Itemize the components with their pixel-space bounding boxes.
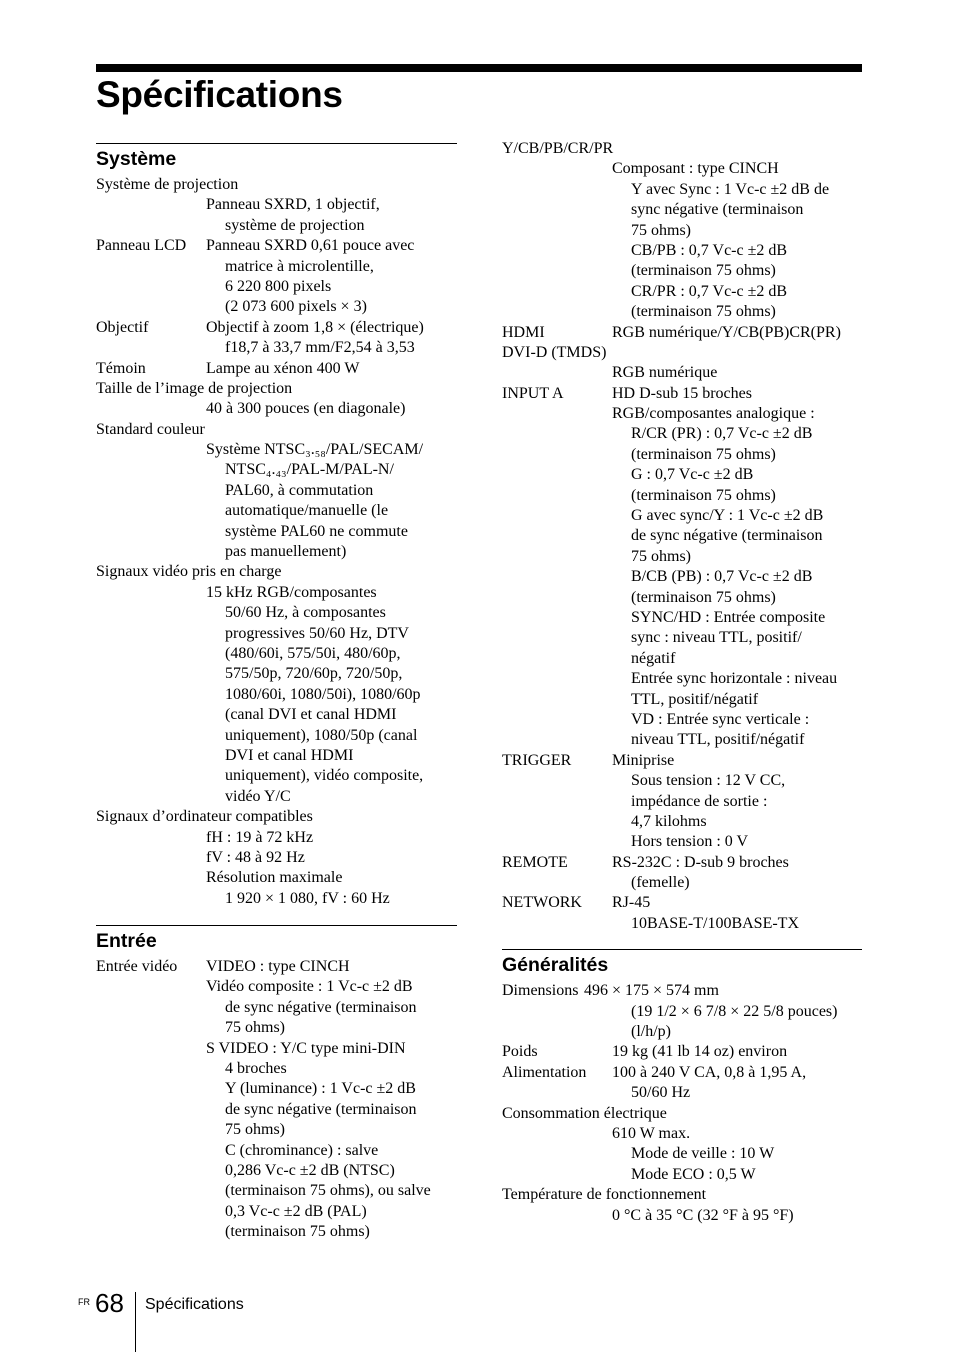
spec-value: 496 × 175 × 574 mm <box>584 982 719 1000</box>
spec-line <box>96 359 457 379</box>
page-footer <box>0 1285 954 1352</box>
spec-line <box>502 588 862 608</box>
spec-line <box>96 807 457 827</box>
spec-value: 100 à 240 V CA, 0,8 à 1,95 A, <box>612 1063 807 1081</box>
spec-value: 15 kHz RGB/composantes <box>206 583 377 601</box>
spec-line <box>96 501 457 521</box>
spec-value: (femelle) <box>631 874 690 892</box>
spec-value: 50/60 Hz <box>631 1084 691 1102</box>
spec-value: B/CB (PB) : 0,7 Vc-c ±2 dB <box>631 568 813 586</box>
spec-line <box>96 420 457 440</box>
spec-value: 0,286 Vc-c ±2 dB (NTSC) <box>225 1161 395 1179</box>
spec-line <box>502 404 862 424</box>
spec-label: Objectif <box>96 318 149 336</box>
spec-value: uniquement), vidéo composite, <box>225 767 424 785</box>
spec-line <box>502 567 862 587</box>
spec-line <box>502 832 862 852</box>
spec-line <box>502 1124 862 1144</box>
spec-value: 575/50p, 720/60p, 720/50p, <box>225 665 403 683</box>
spec-line <box>96 562 457 582</box>
spec-value: (2 073 600 pixels × 3) <box>225 298 367 316</box>
spec-value: sync négative (terminaison <box>631 201 804 219</box>
spec-value: 75 ohms) <box>225 1121 285 1139</box>
left-column <box>96 143 457 1243</box>
spec-value: Mode de veille : 10 W <box>631 1145 775 1163</box>
spec-line <box>502 200 862 220</box>
spec-value: 0,3 Vc-c ±2 dB (PAL) <box>225 1202 367 1220</box>
section-entree <box>96 925 457 1242</box>
spec-value: (l/h/p) <box>631 1023 671 1041</box>
spec-line <box>502 1144 862 1164</box>
spec-line <box>502 1063 862 1083</box>
spec-value: niveau TTL, positif/négatif <box>631 731 805 749</box>
spec-value: C (chrominance) : salve <box>225 1141 379 1159</box>
spec-line <box>96 338 457 358</box>
spec-line <box>502 159 862 179</box>
spec-value: (480/60i, 575/50i, 480/60p, <box>225 644 401 662</box>
spec-value: 0 °C à 35 °C (32 °F à 95 °F) <box>612 1206 794 1224</box>
spec-line <box>96 685 457 705</box>
spec-line <box>96 746 457 766</box>
footer-divider <box>135 1292 136 1352</box>
spec-line <box>502 710 862 730</box>
spec-value: (terminaison 75 ohms) <box>631 588 776 606</box>
spec-value: Composant : type CINCH <box>612 160 779 178</box>
spec-label: Standard couleur <box>96 420 205 438</box>
spec-line <box>96 644 457 664</box>
spec-value: uniquement), 1080/50p (canal <box>225 726 418 744</box>
spec-line <box>502 180 862 200</box>
spec-value: de sync négative (terminaison <box>225 998 417 1016</box>
spec-line <box>96 1079 457 1099</box>
spec-line <box>96 522 457 542</box>
spec-value: DVI et canal HDMI <box>225 746 354 764</box>
spec-line <box>502 384 862 404</box>
spec-line <box>96 257 457 277</box>
spec-line <box>96 1202 457 1222</box>
spec-line <box>502 526 862 546</box>
spec-line <box>96 460 457 480</box>
spec-value: NTSC₄.₄₃/PAL-M/PAL-N/ <box>225 461 394 479</box>
spec-line <box>502 424 862 444</box>
spec-value: VD : Entrée sync verticale : <box>631 710 810 728</box>
spec-value: sync : niveau TTL, positif/ <box>631 629 802 647</box>
spec-line <box>96 828 457 848</box>
spec-value: impédance de sortie : <box>631 792 768 810</box>
spec-value: Vidéo composite : 1 Vc-c ±2 dB <box>206 978 413 996</box>
spec-line <box>502 771 862 791</box>
spec-value: 1080/60i, 1080/50i), 1080/60p <box>225 685 421 703</box>
spec-value: RGB numérique/Y/CB(PB)CR(PR) <box>612 323 841 341</box>
spec-line <box>502 649 862 669</box>
spec-value: RJ-45 <box>612 894 651 912</box>
spec-line <box>96 664 457 684</box>
spec-line <box>96 957 457 977</box>
spec-value: (terminaison 75 ohms) <box>631 486 776 504</box>
spec-line <box>96 440 457 460</box>
spec-line <box>96 624 457 644</box>
section-header <box>96 143 457 171</box>
spec-label: Signaux vidéo pris en charge <box>96 563 282 581</box>
spec-value: 610 W max. <box>612 1124 691 1142</box>
spec-value: S VIDEO : Y/C type mini-DIN <box>206 1039 406 1057</box>
spec-line <box>502 465 862 485</box>
spec-value: VIDEO : type CINCH <box>206 958 350 976</box>
spec-value: Lampe au xénon 400 W <box>206 359 360 377</box>
spec-line <box>502 1083 862 1103</box>
language-tag: FR <box>78 1297 90 1307</box>
spec-value: 75 ohms) <box>225 1019 285 1037</box>
spec-line <box>96 1018 457 1038</box>
spec-value: RGB numérique <box>612 364 718 382</box>
spec-label: Panneau LCD <box>96 237 187 255</box>
spec-line <box>502 241 862 261</box>
spec-value: SYNC/HD : Entrée composite <box>631 608 826 626</box>
spec-line <box>502 363 862 383</box>
section-header <box>96 925 457 953</box>
spec-value: Résolution maximale <box>206 869 343 887</box>
spec-line <box>96 977 457 997</box>
spec-value: 75 ohms) <box>631 547 691 565</box>
spec-line <box>502 628 862 648</box>
spec-line <box>502 282 862 302</box>
spec-label: TRIGGER <box>502 751 572 769</box>
spec-line <box>96 297 457 317</box>
spec-line <box>502 812 862 832</box>
spec-line <box>502 1206 862 1226</box>
spec-line <box>502 486 862 506</box>
spec-list <box>96 175 457 909</box>
spec-value: 40 à 300 pouces (en diagonale) <box>206 400 406 418</box>
spec-list <box>96 957 457 1242</box>
spec-line <box>96 889 457 909</box>
spec-line <box>96 766 457 786</box>
spec-line <box>502 547 862 567</box>
spec-line <box>502 669 862 689</box>
spec-line <box>502 1165 862 1185</box>
spec-value: TTL, positif/négatif <box>631 690 759 708</box>
section-generalites <box>502 949 862 1226</box>
spec-value: (canal DVI et canal HDMI <box>225 706 397 724</box>
spec-value: fH : 19 à 72 kHz <box>206 828 314 846</box>
spec-value: Système NTSC₃.₅₈/PAL/SECAM/ <box>206 441 424 459</box>
spec-value: pas manuellement) <box>225 543 347 561</box>
spec-value: 6 220 800 pixels <box>225 277 332 295</box>
spec-value: système PAL60 ne commute <box>225 522 408 540</box>
spec-label: Consommation électrique <box>502 1104 667 1122</box>
spec-value: PAL60, à commutation <box>225 481 374 499</box>
page-number: 68 <box>95 1288 124 1318</box>
spec-value: 1 920 × 1 080, fV : 60 Hz <box>225 889 390 907</box>
spec-value: Objectif à zoom 1,8 × (électrique) <box>206 318 424 336</box>
spec-label: Taille de l’image de projection <box>96 379 293 397</box>
spec-line <box>96 603 457 623</box>
spec-value: matrice à microlentille, <box>225 257 374 275</box>
spec-line <box>96 399 457 419</box>
spec-value: 19 kg (41 lb 14 oz) environ <box>612 1043 788 1061</box>
spec-line <box>502 981 862 1001</box>
spec-value: Hors tension : 0 V <box>631 833 749 851</box>
spec-value: de sync négative (terminaison <box>631 527 823 545</box>
section-header <box>502 949 862 977</box>
spec-line <box>502 1185 862 1205</box>
spec-line <box>502 1022 862 1042</box>
spec-line <box>96 1141 457 1161</box>
spec-line <box>502 873 862 893</box>
spec-line <box>502 608 862 628</box>
spec-value: 10BASE-T/100BASE-TX <box>631 914 799 932</box>
spec-line <box>502 302 862 322</box>
spec-value: 75 ohms) <box>631 221 691 239</box>
spec-value: (terminaison 75 ohms) <box>631 303 776 321</box>
spec-line <box>96 277 457 297</box>
spec-value: Y (luminance) : 1 Vc-c ±2 dB <box>225 1080 416 1098</box>
spec-value: système de projection <box>225 216 365 234</box>
spec-label: INPUT A <box>502 384 564 402</box>
spec-value: progressives 50/60 Hz, DTV <box>225 624 409 642</box>
spec-value: CR/PR : 0,7 Vc-c ±2 dB <box>631 282 788 300</box>
footer-section-title: Spécifications <box>145 1296 244 1313</box>
spec-value: Panneau SXRD 0,61 pouce avec <box>206 237 415 255</box>
spec-label: HDMI <box>502 323 545 341</box>
spec-label: DVI-D (TMDS) <box>502 343 607 361</box>
spec-value: 50/60 Hz, à composantes <box>225 604 386 622</box>
spec-label: Système de projection <box>96 176 239 193</box>
spec-value: Panneau SXRD, 1 objectif, <box>206 196 380 214</box>
section-heading-systeme: Système <box>96 148 177 170</box>
spec-list <box>502 139 862 934</box>
spec-value: Sous tension : 12 V CC, <box>631 772 786 790</box>
spec-line <box>96 998 457 1018</box>
right-column <box>502 139 862 1226</box>
spec-label: Dimensions <box>502 982 579 1000</box>
spec-value: R/CR (PR) : 0,7 Vc-c ±2 dB <box>631 425 813 443</box>
spec-line <box>502 853 862 873</box>
spec-line <box>96 236 457 256</box>
spec-line <box>96 705 457 725</box>
spec-line <box>502 1002 862 1022</box>
spec-line <box>502 690 862 710</box>
spec-line <box>502 221 862 241</box>
spec-line <box>96 848 457 868</box>
spec-value: 4 broches <box>225 1060 287 1078</box>
spec-line <box>502 914 862 934</box>
spec-value: fV : 48 à 92 Hz <box>206 848 305 866</box>
section-entree-continued <box>502 139 862 934</box>
spec-line <box>96 726 457 746</box>
spec-line <box>502 261 862 281</box>
section-heading-entree: Entrée <box>96 930 157 953</box>
spec-line <box>502 751 862 771</box>
spec-label: Température de fonctionnement <box>502 1186 707 1204</box>
spec-value: (19 1/2 × 6 7/8 × 22 5/8 pouces) <box>631 1002 838 1020</box>
spec-line <box>96 481 457 501</box>
spec-line <box>96 1120 457 1140</box>
spec-label: Témoin <box>96 359 146 377</box>
spec-line <box>96 583 457 603</box>
spec-value: Miniprise <box>612 751 675 769</box>
spec-line <box>502 343 862 363</box>
spec-line <box>96 195 457 215</box>
spec-value: Entrée sync horizontale : niveau <box>631 670 838 688</box>
spec-value: CB/PB : 0,7 Vc-c ±2 dB <box>631 241 788 259</box>
section-systeme <box>96 143 457 909</box>
spec-line <box>96 1222 457 1242</box>
spec-label: Y/CB/PB/CR/PR <box>502 140 614 157</box>
spec-line <box>502 730 862 750</box>
section-heading-generalites: Généralités <box>502 954 609 977</box>
spec-value: Mode ECO : 0,5 W <box>631 1165 756 1183</box>
spec-line <box>502 792 862 812</box>
spec-line <box>96 216 457 236</box>
spec-line <box>96 542 457 562</box>
spec-value: RS-232C : D-sub 9 broches <box>612 853 789 871</box>
spec-value: 4,7 kilohms <box>631 812 707 830</box>
spec-line <box>502 139 862 159</box>
page-title: Spécifications <box>96 74 343 115</box>
spec-line <box>502 1104 862 1124</box>
spec-value: négatif <box>631 649 676 667</box>
spec-line <box>502 445 862 465</box>
spec-list <box>502 981 862 1226</box>
spec-line <box>96 868 457 888</box>
spec-label: NETWORK <box>502 894 582 912</box>
spec-value: RGB/composantes analogique : <box>612 405 815 423</box>
spec-value: f18,7 à 33,7 mm/F2,54 à 3,53 <box>225 339 415 357</box>
spec-value: automatique/manuelle (le <box>225 502 389 520</box>
spec-line <box>502 323 862 343</box>
spec-label: REMOTE <box>502 853 568 871</box>
spec-line <box>502 893 862 913</box>
spec-label: Poids <box>502 1043 538 1061</box>
spec-value: Y avec Sync : 1 Vc-c ±2 dB de <box>631 180 830 198</box>
spec-value: HD D-sub 15 broches <box>612 384 752 402</box>
spec-value: (terminaison 75 ohms) <box>631 445 776 463</box>
spec-line <box>96 787 457 807</box>
spec-line <box>96 379 457 399</box>
spec-value: de sync négative (terminaison <box>225 1100 417 1118</box>
spec-label: Entrée vidéo <box>96 958 178 976</box>
spec-value: G : 0,7 Vc-c ±2 dB <box>631 466 754 484</box>
spec-line <box>502 506 862 526</box>
spec-label: Alimentation <box>502 1063 587 1081</box>
spec-line <box>96 1039 457 1059</box>
spec-value: (terminaison 75 ohms) <box>225 1223 370 1241</box>
spec-line <box>96 318 457 338</box>
spec-line <box>96 175 457 195</box>
spec-label: Signaux d’ordinateur compatibles <box>96 808 313 826</box>
spec-value: (terminaison 75 ohms), ou salve <box>225 1182 431 1200</box>
spec-line <box>96 1100 457 1120</box>
spec-value: (terminaison 75 ohms) <box>631 262 776 280</box>
spec-value: G avec sync/Y : 1 Vc-c ±2 dB <box>631 507 824 525</box>
spec-line <box>96 1181 457 1201</box>
spec-line <box>96 1161 457 1181</box>
spec-value: vidéo Y/C <box>225 787 291 805</box>
spec-line <box>96 1059 457 1079</box>
spec-line <box>502 1042 862 1062</box>
